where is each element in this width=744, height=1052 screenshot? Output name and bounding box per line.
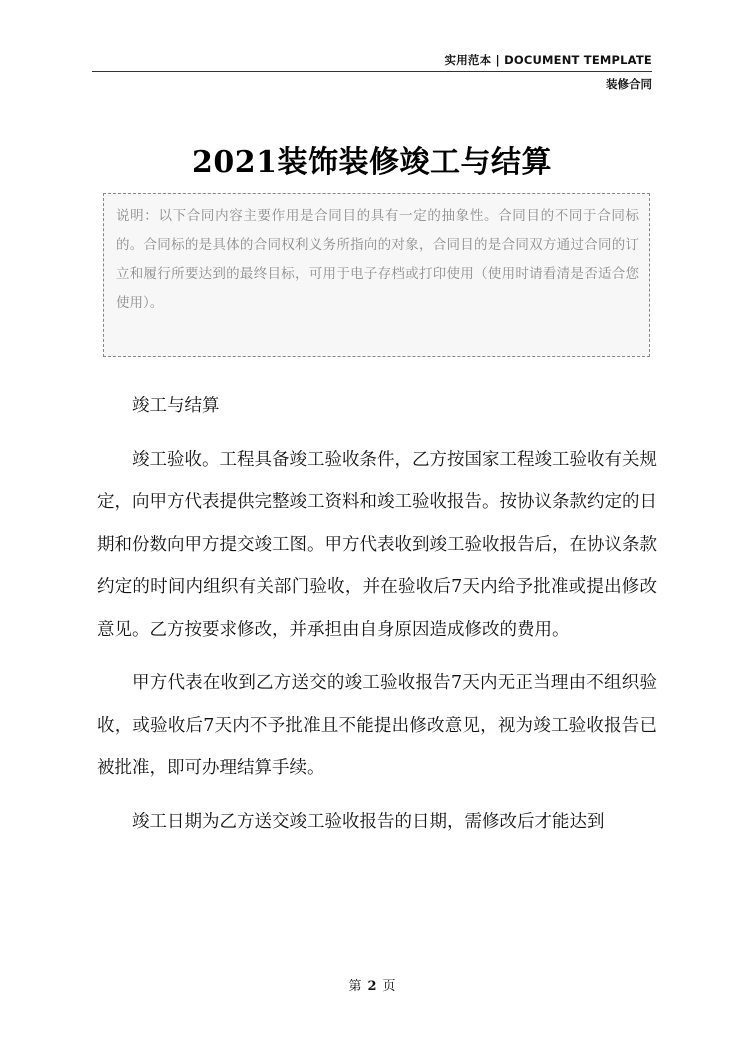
header-divider [92, 71, 652, 72]
body-paragraph: 竣工验收。工程具备竣工验收条件，乙方按国家工程竣工验收有关规定，向甲方代表提供完整竣工资料和竣工验收报告。按协议条款约定的日期和份数向甲方提交竣工图。甲方代表收到竣工验收报告后，在协议条款约定的时间内组织有关部门验收，并在验收后7天内给予批准或提出修改意见。乙方按要求修改，并承担由自身原因造成修改的费用。 [97, 449, 657, 640]
document-template-header: 实用范本 | DOCUMENT TEMPLATE [444, 53, 652, 67]
usage-note-box: 说明：以下合同内容主要作用是合同目的具有一定的抽象性。合同目的不同于合同标的。合同标的是具体的合同权利义务所指向的对象，合同目的是合同双方通过合同的订立和履行所要达到的最终目标，可用于电子存档或打印使用（使用时请看清是否适合您使用）。 [103, 193, 650, 357]
page-suffix: 页 [382, 979, 396, 994]
document-title: 2021装饰装修竣工与结算 [192, 145, 552, 180]
contract-body [97, 385, 657, 854]
section-heading: 竣工与结算 [132, 396, 220, 416]
body-paragraph: 甲方代表在收到乙方送交的竣工验收报告7天内无正当理由不组织验收，或验收后7天内不予批准且不能提出修改意见，视为竣工验收报告已被批准，即可办理结算手续。 [97, 673, 657, 778]
document-category: 装修合同 [606, 77, 652, 91]
page-number-footer [0, 975, 744, 994]
body-paragraph: 竣工日期为乙方送交竣工验收报告的日期，需修改后才能达到 [132, 811, 605, 832]
page-number: 2 [367, 979, 377, 994]
page-prefix: 第 [348, 979, 362, 994]
